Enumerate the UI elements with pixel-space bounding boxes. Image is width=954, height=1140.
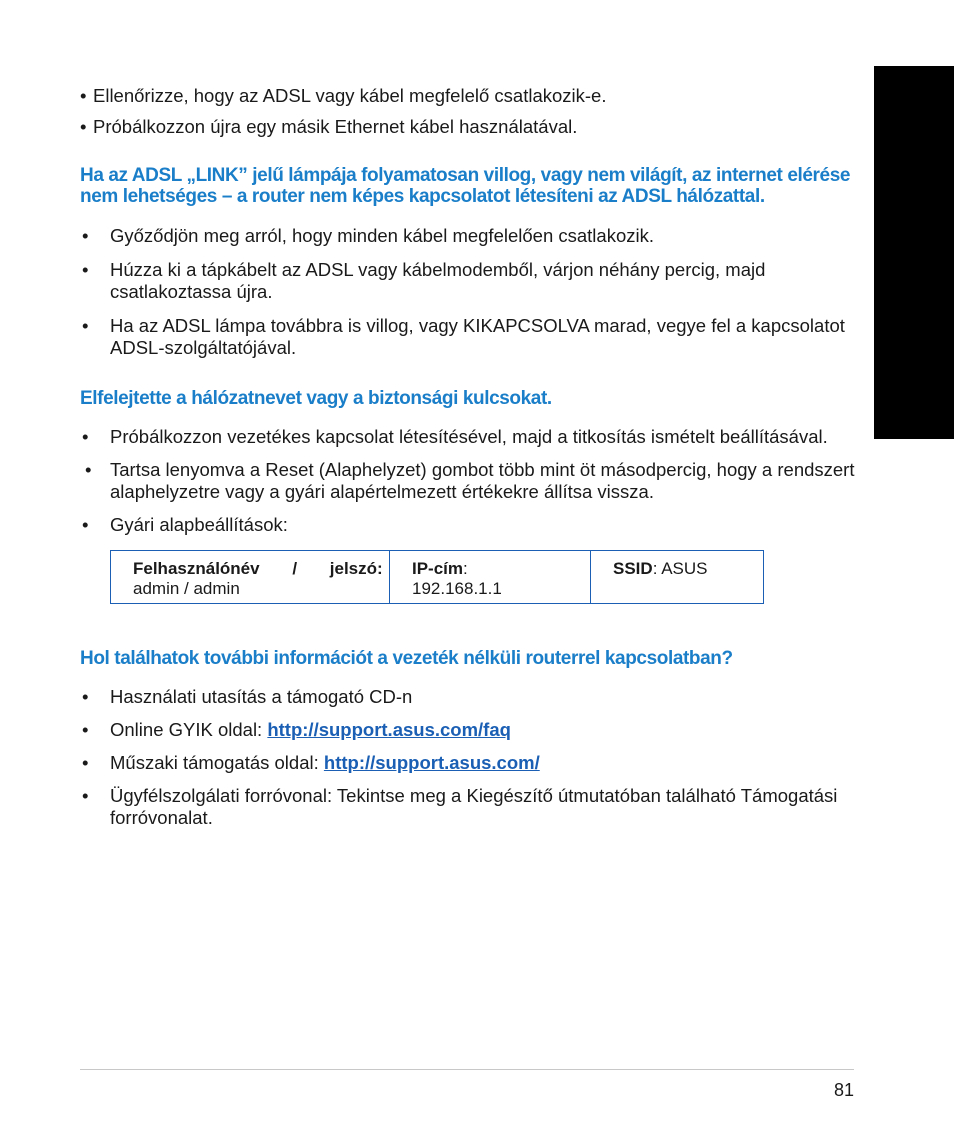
intro-bullet: • Próbálkozzon újra egy másik Ethernet kábel használatával. — [80, 116, 578, 137]
list-item: • Online GYIK oldal: http://support.asus.com/faq — [82, 719, 511, 740]
ssid-value: ASUS — [661, 559, 708, 578]
list-item: • Gyári alapbeállítások: — [82, 514, 288, 535]
default-settings-table — [110, 550, 764, 604]
page-number: 81 — [833, 1080, 854, 1100]
username-password-value: admin / admin — [133, 579, 240, 598]
table-row — [111, 551, 764, 604]
ip-address-label: IP-cím — [412, 559, 464, 578]
forgot-key-list — [80, 426, 860, 536]
language-side-tab — [874, 66, 954, 439]
username-password-cell — [111, 551, 390, 604]
list-item: • Ügyfélszolgálati forróvonal: Tekintse meg a Kiegészítő útmutatóban található Támogatási forróvonalat. — [82, 785, 838, 828]
section-heading-more-info: Hol találhatok további információt a vezeték nélküli routerrel kapcsolatban? — [80, 648, 733, 669]
list-item: • Ha az ADSL lámpa továbbra is villog, vagy KIKAPCSOLVA marad, vegye fel a kapcsolatot ADSL-szolgáltatójával. — [82, 315, 845, 358]
section-heading-forgot-key: Elfelejtette a hálózatnevet vagy a biztonsági kulcsokat. — [80, 388, 552, 409]
ssid-label: SSID — [613, 559, 653, 578]
list-item: • Használati utasítás a támogató CD-n — [82, 686, 413, 707]
list-item: • Próbálkozzon vezetékes kapcsolat létesítésével, majd a titkosítás ismételt beállításával. — [82, 426, 828, 447]
list-item: • Győződjön meg arról, hogy minden kábel megfelelően csatlakozik. — [82, 225, 654, 246]
username-password-label: Felhasználónév / jelszó: — [133, 559, 383, 578]
list-item: • Műszaki támogatás oldal: http://support.asus.com/ — [82, 752, 540, 773]
ip-address-cell: IP-cím: 192.168.1.1 — [390, 551, 591, 604]
ip-address-value: 192.168.1.1 — [412, 579, 502, 598]
section-heading-adsl-link: Ha az ADSL „LINK” jelű lámpája folyamatosan villog, vagy nem világít, az internet elérése nem lehetséges – a router nem képes kapcsolatot létesíteni az ADSL hálózattal. — [80, 165, 851, 207]
footer-divider — [80, 1069, 854, 1070]
more-info-list — [80, 686, 860, 829]
faq-link[interactable]: http://support.asus.com/faq — [267, 719, 511, 740]
list-item: • Tartsa lenyomva a Reset (Alaphelyzet) gombot több mint öt másodpercig, hogy a rendszert alaphelyzetre vagy a gyári alapértelmezett értékekre állítsa vissza. — [85, 459, 855, 502]
page-content — [80, 84, 860, 829]
support-link[interactable]: http://support.asus.com/ — [323, 752, 540, 773]
list-item: • Húzza ki a tápkábelt az ADSL vagy kábelmodemből, várjon néhány percig, majd csatlakoztassa újra. — [82, 259, 766, 302]
intro-bullet: • Ellenőrizze, hogy az ADSL vagy kábel megfelelő csatlakozik-e. — [80, 85, 607, 106]
adsl-troubleshoot-list — [80, 225, 860, 359]
ssid-cell: SSID: ASUS — [591, 551, 764, 604]
